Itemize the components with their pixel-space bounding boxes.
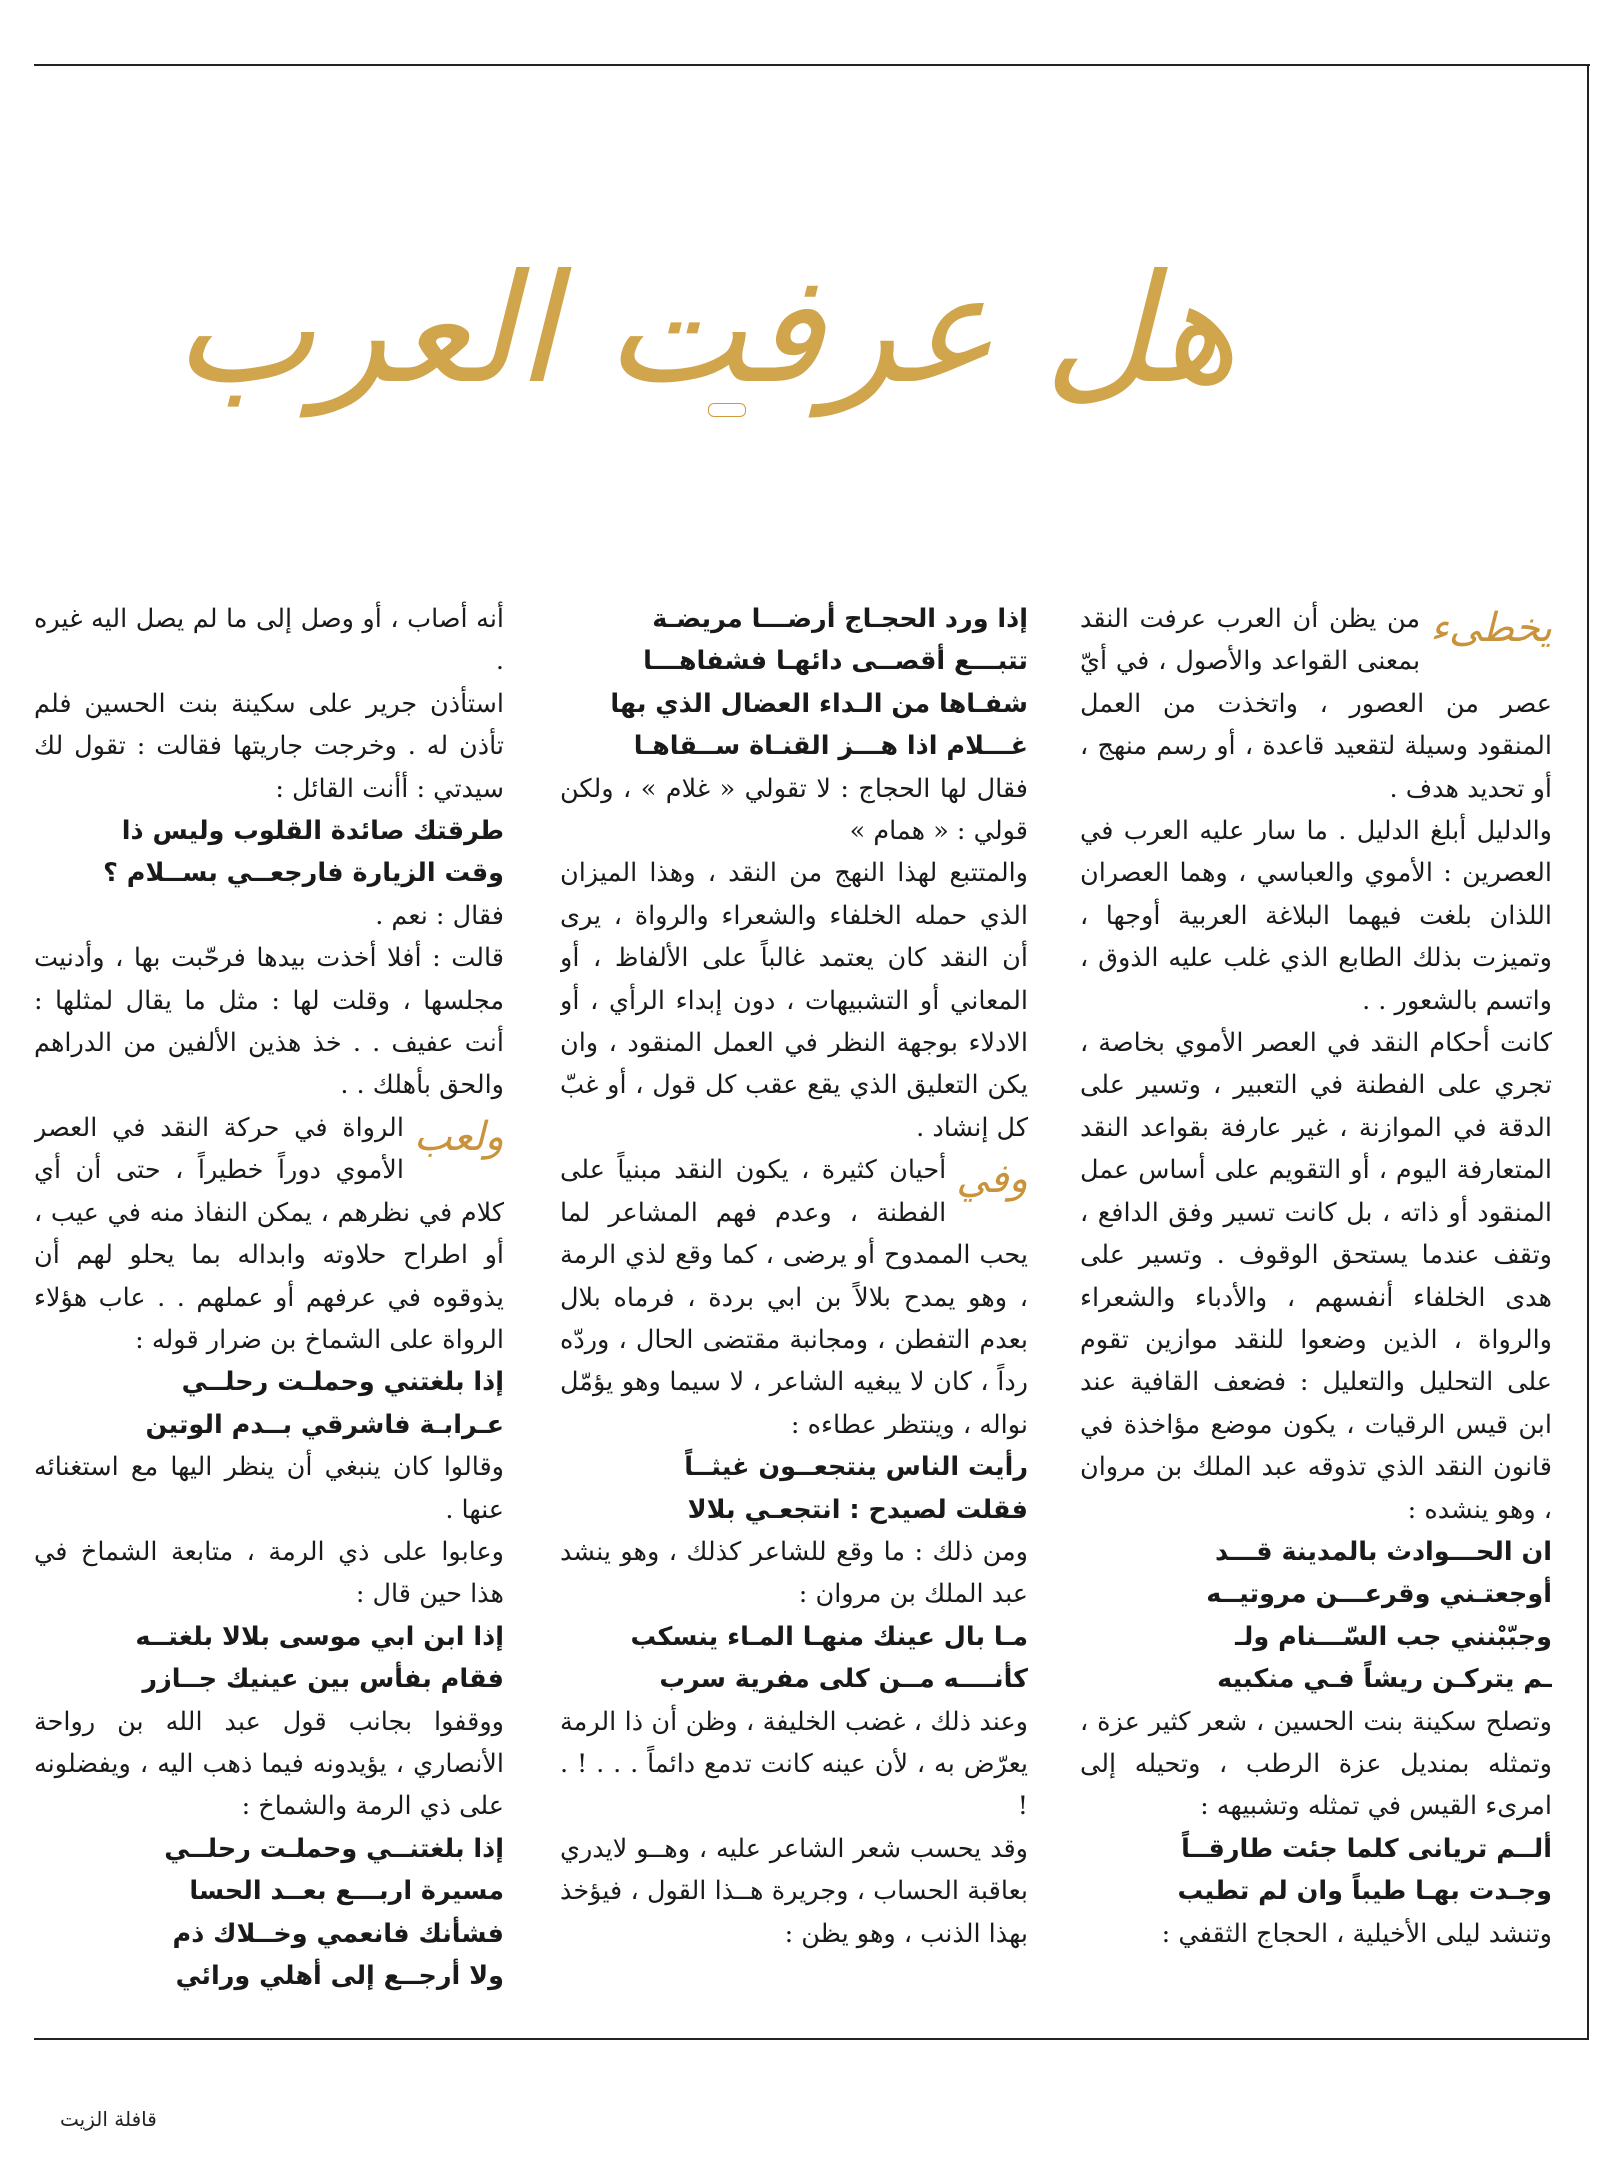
verse-line: فقلت لصيدح : انتجعـي بلالا bbox=[687, 1494, 1028, 1525]
verse-line: إذا بلغتني وحملـت رحلــي bbox=[181, 1367, 504, 1398]
paragraph: وعابوا على ذي الرمة ، متابعة الشماخ في هذا حين قال : bbox=[34, 1536, 504, 1610]
paragraph: استأذن جرير على سكينة بنت الحسين فلم تأذن له . وخرجت جاريتها فقالت : تقول لك سيدتي : أأنت القائل : bbox=[34, 688, 504, 804]
paragraph: فقال : نعم . bbox=[375, 900, 504, 931]
right-rule bbox=[1587, 64, 1589, 2040]
text-column-right bbox=[1080, 598, 1552, 1993]
verse-line: شفـاها من الـداء العضال الذي بها bbox=[610, 688, 1028, 719]
paragraph: أنه أصاب ، أو وصل إلى ما لم يصل اليه غيره . bbox=[34, 604, 504, 677]
verse-line: ـم يتركـن ريشاً فـي منكبيه bbox=[1217, 1664, 1552, 1695]
article-headline: هل عرفت العرب bbox=[173, 243, 1237, 417]
section-lead-word: ولعب bbox=[413, 1113, 504, 1160]
section-lead-word: وفي bbox=[956, 1156, 1028, 1203]
paragraph: وعند ذلك ، غضب الخليفة ، وظن أن ذا الرمة يعرّض به ، لأن عينه كانت تدمع دائماً . . . ! . ! bbox=[560, 1706, 1028, 1822]
verse-line: مسيرة اربـــع بعــد الحسا bbox=[189, 1876, 504, 1907]
verse-line: وجبّبْنني جب السّـــنام ولـ bbox=[1235, 1621, 1552, 1652]
top-rule bbox=[34, 64, 1590, 66]
verse-line: فشأنك فانعمي وخــلاك ذم bbox=[172, 1918, 504, 1949]
magazine-footer: قافلة الزيت bbox=[60, 2107, 157, 2131]
verse-line: إذا ورد الحجـاج أرضـــا مريضـة bbox=[652, 604, 1028, 634]
verse-line: فقام بفأس بين عينيك جــازر bbox=[142, 1664, 504, 1695]
calligrapher-signature bbox=[708, 403, 746, 417]
text-column-middle bbox=[560, 598, 1028, 1993]
verse-line: غـــلام اذا هـــز القنـاة ســقاهـا bbox=[633, 731, 1028, 762]
verse-line: طرقتك صائدة القلوب وليس ذا bbox=[121, 816, 504, 847]
verse-line: ان الحـــوادث بالمدينة قـــد bbox=[1215, 1536, 1552, 1567]
verse-line: كأنــــه مــن كلى مفرية سرب bbox=[659, 1664, 1028, 1695]
paragraph: والمتتبع لهذا النهج من النقد ، وهذا الميزان الذي حمله الخلفاء والشعراء والرواة ، يرى أن النقد كان يعتمد غالباً على الألفاظ ، أو المعاني أو التشبيهات ، دون إبداء الرأي ، أو الادلاء بوجهة النظر في العمل المنقود ، وان يكن التعليق الذي يقع عقب كل قول ، أو غبّ كل إنشاد . bbox=[560, 858, 1028, 1143]
text-column-left bbox=[34, 598, 504, 1993]
verse-line: ولا أرجــع إلى أهلي ورائي bbox=[175, 1961, 504, 1991]
paragraph: من يظن أن العرب عرفت النقد بمعنى القواعد والأصول ، في أيّ عصر من العصور ، واتخذت من العمل المنقود وسيلة لتقعيد قاعدة ، أو رسم منهج ، أو تحديد هدف . bbox=[1080, 604, 1552, 804]
verse-line: وجـدت بهـا طيباً وان لم تطيب bbox=[1177, 1876, 1552, 1907]
bottom-rule bbox=[34, 2038, 1589, 2040]
verse-line: عـرابـة فاشرقي بــدم الوتين bbox=[145, 1409, 504, 1440]
paragraph: ووقفوا بجانب قول عبد الله بن رواحة الأنصاري ، يؤيدونه فيما ذهب اليه ، ويفضلونه على ذي الرمة والشماخ : bbox=[34, 1706, 504, 1822]
verse-line: مـا بال عينك منهـا المـاء ينسكب bbox=[630, 1621, 1028, 1652]
paragraph: وقد يحسب شعر الشاعر عليه ، وهــو لايدري بعاقبة الحساب ، وجريرة هــذا القول ، فيؤخذ بهذا الذنب ، وهو يظن : bbox=[560, 1833, 1028, 1949]
paragraph: الرواة في حركة النقد في العصر الأموي دوراً خطيراً ، حتى أن أي كلام في نظرهم ، يمكن النفاذ منه في عيب ، أو اطراح حلاوته وابداله بما يحلو لهم أن يذوقوه في عرفهم أو عملهم . . عاب هؤلاء الرواة على الشماخ بن ضرار قوله : bbox=[34, 1112, 504, 1355]
verse-line: وقت الزيارة فارجعــي بســلام ؟ bbox=[103, 858, 504, 889]
verse-line: رأيت الناس ينتجعــون غيثــاً bbox=[684, 1452, 1028, 1483]
paragraph: ومن ذلك : ما وقع للشاعر كذلك ، وهو ينشد عبد الملك بن مروان : bbox=[560, 1536, 1028, 1610]
paragraph: فقال لها الحجاج : لا تقولي « غلام » ، ولكن قولي : « همام » bbox=[560, 773, 1028, 847]
paragraph: وتنشد ليلى الأخيلية ، الحجاج الثقفي : bbox=[1161, 1918, 1552, 1949]
paragraph: والدليل أبلغ الدليل . ما سار عليه العرب في العصرين : الأموي والعباسي ، وهما العصران اللذان بلغت فيهما البلاغة العربية أوجها ، وتميزت بذلك الطابع الذي غلب عليه الذوق ، واتسم بالشعور . . bbox=[1080, 816, 1552, 1016]
section-lead-word: يخطىء bbox=[1430, 605, 1552, 651]
verse-line: ألــم تريانى كلما جئت طارقــاً bbox=[1181, 1833, 1552, 1864]
paragraph: كانت أحكام النقد في العصر الأموي بخاصة ، تجري على الفطنة في التعبير ، وتسير على الدقة في الموازنة ، غير عارفة بقواعد النقد المتعارفة اليوم ، أو التقويم على أساس عمل المنقود أو ذاته ، بل كانت تسير وفق الدافع ، وتقف عندما يستحق الوقوف . وتسير على هدى الخلفاء أنفسهم ، والأدباء والشعراء والرواة ، الذين وضعوا للنقد موازين تقوم على التحليل والتعليل : فضعف القافية عند ابن قيس الرقيات ، يكون موضع مؤاخذة في قانون النقد الذي تذوقه عبد الملك بن مروان ، وهو ينشده : bbox=[1080, 1028, 1552, 1525]
verse-line: إذا بلغتنــي وحملـت رحلــي bbox=[164, 1833, 504, 1864]
paragraph: وتصلح سكينة بنت الحسين ، شعر كثير عزة ، وتمثله بمنديل عزة الرطب ، وتحيله إلى امرىء القيس في تمثله وتشبيهه : bbox=[1080, 1706, 1552, 1822]
verse-line: تتبـــع أقصــى دائهـا فشفاهـــا bbox=[643, 646, 1028, 677]
verse-line: إذا ابن ابي موسى بلالا بلغتــه bbox=[135, 1621, 504, 1652]
paragraph: أحيان كثيرة ، يكون النقد مبنياً على الفطنة ، وعدم فهم المشاعر لما يحب الممدوح أو يرضى ، كما وقع لذي الرمة ، وهو يمدح بلالاً بن ابي بردة ، فرماه بلال بعدم التفطن ، ومجانبة مقتضى الحال ، وردّه رداً ، كان لا يبغيه الشاعر ، لا سيما وهو يؤمّل نواله ، وينتظر عطاءه : bbox=[560, 1155, 1028, 1440]
paragraph: وقالوا كان ينبغي أن ينظر اليها مع استغنائه عنها . bbox=[34, 1452, 504, 1525]
paragraph: قالت : أفلا أخذت بيدها فرحّبت بها ، وأدنيت مجلسها ، وقلت لها : مثل ما يقال لمثلها : أنت عفيف . . خذ هذين الألفين من الدراهم والحق بأهلك . . bbox=[34, 943, 504, 1101]
verse-line: أوجعتـني وقرعـــن مروتيــه bbox=[1206, 1579, 1552, 1610]
